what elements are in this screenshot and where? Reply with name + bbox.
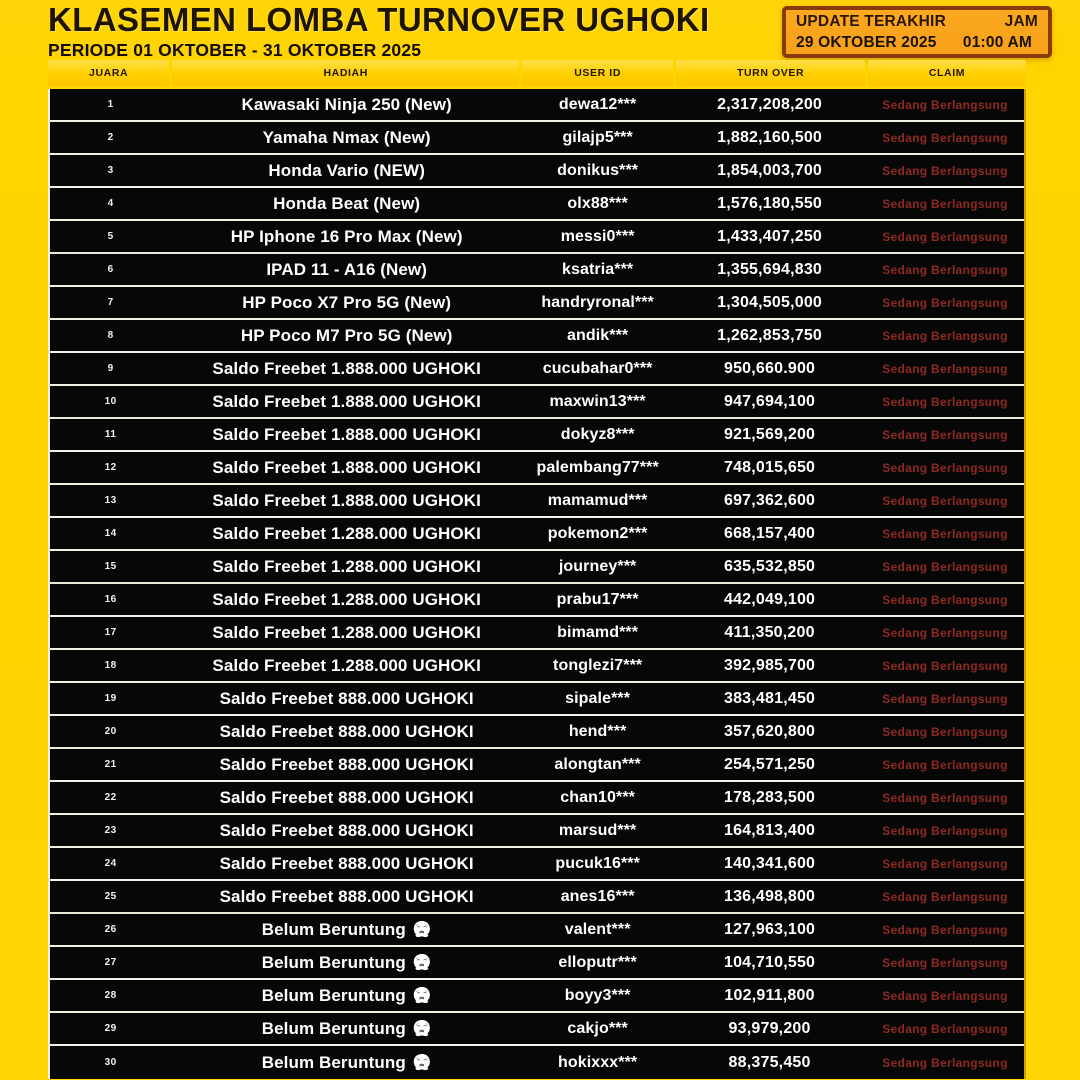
prize-label: Yamaha Nmax (New) xyxy=(262,127,431,147)
turnover-cell: 88,375,450 xyxy=(675,1046,864,1079)
user-id-cell: maxwin13*** xyxy=(522,386,673,417)
claim-status-badge: Sedang Berlangsung xyxy=(866,1046,1024,1079)
table-row xyxy=(50,551,1024,584)
prize-cell xyxy=(173,617,520,648)
table-row xyxy=(50,287,1024,320)
user-id-cell: alongtan*** xyxy=(522,749,673,780)
page-title: KLASEMEN LOMBA TURNOVER UGHOKI xyxy=(48,1,710,38)
badge-bottom-row xyxy=(796,32,1038,53)
rank-cell: 29 xyxy=(50,1013,171,1044)
prize-cell xyxy=(173,155,520,186)
turnover-cell: 392,985,700 xyxy=(675,650,864,681)
prize-label: Saldo Freebet 1.288.000 UGHOKI xyxy=(212,622,481,642)
turnover-cell: 1,304,505,000 xyxy=(675,287,864,318)
table-row xyxy=(50,89,1024,122)
user-id-cell: boyy3*** xyxy=(522,980,673,1011)
rank-cell: 20 xyxy=(50,716,171,747)
turnover-cell: 104,710,550 xyxy=(675,947,864,978)
prize-label: Saldo Freebet 1.888.000 UGHOKI xyxy=(212,358,481,378)
table-row xyxy=(50,914,1024,947)
turnover-cell: 1,854,003,700 xyxy=(675,155,864,186)
prize-label: Saldo Freebet 888.000 UGHOKI xyxy=(219,820,474,840)
prize-cell xyxy=(173,683,520,714)
turnover-cell: 357,620,800 xyxy=(675,716,864,747)
prize-label: Saldo Freebet 1.888.000 UGHOKI xyxy=(212,424,481,444)
user-id-cell: tonglezi7*** xyxy=(522,650,673,681)
title-block xyxy=(48,2,710,61)
claim-status-badge: Sedang Berlangsung xyxy=(866,287,1024,318)
crying-face-icon: 😭 xyxy=(412,921,432,938)
turnover-cell: 254,571,250 xyxy=(675,749,864,780)
claim-status-badge: Sedang Berlangsung xyxy=(866,584,1024,615)
table-row xyxy=(50,848,1024,881)
rank-cell: 19 xyxy=(50,683,171,714)
prize-label: Saldo Freebet 1.888.000 UGHOKI xyxy=(212,457,481,477)
rank-cell: 26 xyxy=(50,914,171,945)
prize-cell xyxy=(173,650,520,681)
claim-status-badge: Sedang Berlangsung xyxy=(866,221,1024,252)
user-id-cell: palembang77*** xyxy=(522,452,673,483)
table-row xyxy=(50,221,1024,254)
user-id-cell: cucubahar0*** xyxy=(522,353,673,384)
user-id-cell: elloputr*** xyxy=(522,947,673,978)
claim-status-badge: Sedang Berlangsung xyxy=(866,749,1024,780)
user-id-cell: sipale*** xyxy=(522,683,673,714)
prize-label: Belum Beruntung xyxy=(261,1018,406,1038)
column-header-prize: HADIAH xyxy=(172,60,519,86)
prize-cell xyxy=(173,914,520,945)
update-date-value: 29 OKTOBER 2025 xyxy=(796,34,937,51)
claim-status-badge: Sedang Berlangsung xyxy=(866,881,1024,912)
claim-status-badge: Sedang Berlangsung xyxy=(866,353,1024,384)
claim-status-badge: Sedang Berlangsung xyxy=(866,155,1024,186)
turnover-cell: 697,362,600 xyxy=(675,485,864,516)
prize-label: Saldo Freebet 888.000 UGHOKI xyxy=(219,688,474,708)
rank-cell: 5 xyxy=(50,221,171,252)
table-row xyxy=(50,683,1024,716)
user-id-cell: dewa12*** xyxy=(522,89,673,120)
prize-cell xyxy=(173,122,520,153)
table-row xyxy=(50,122,1024,155)
table-row xyxy=(50,419,1024,452)
turnover-cell: 102,911,800 xyxy=(675,980,864,1011)
prize-label: Saldo Freebet 888.000 UGHOKI xyxy=(219,754,474,774)
turnover-cell: 1,355,694,830 xyxy=(675,254,864,285)
table-row xyxy=(50,584,1024,617)
rank-cell: 27 xyxy=(50,947,171,978)
rank-cell: 1 xyxy=(50,89,171,120)
rank-cell: 2 xyxy=(50,122,171,153)
rank-cell: 28 xyxy=(50,980,171,1011)
claim-status-badge: Sedang Berlangsung xyxy=(866,1013,1024,1044)
table-row xyxy=(50,815,1024,848)
prize-cell xyxy=(173,1046,520,1079)
rank-cell: 3 xyxy=(50,155,171,186)
prize-cell xyxy=(173,1013,520,1044)
claim-status-badge: Sedang Berlangsung xyxy=(866,485,1024,516)
table-row xyxy=(50,353,1024,386)
rank-cell: 11 xyxy=(50,419,171,450)
claim-status-badge: Sedang Berlangsung xyxy=(866,848,1024,879)
rank-cell: 7 xyxy=(50,287,171,318)
user-id-cell: bimamd*** xyxy=(522,617,673,648)
claim-status-badge: Sedang Berlangsung xyxy=(866,815,1024,846)
claim-status-badge: Sedang Berlangsung xyxy=(866,188,1024,219)
turnover-cell: 442,049,100 xyxy=(675,584,864,615)
user-id-cell: prabu17*** xyxy=(522,584,673,615)
prize-label: Saldo Freebet 1.288.000 UGHOKI xyxy=(212,589,481,609)
badge-top-row xyxy=(796,11,1038,32)
user-id-cell: dokyz8*** xyxy=(522,419,673,450)
turnover-cell: 950,660.900 xyxy=(675,353,864,384)
crying-face-icon: 😭 xyxy=(412,1020,432,1037)
table-row xyxy=(50,749,1024,782)
user-id-cell: olx88*** xyxy=(522,188,673,219)
prize-cell xyxy=(173,848,520,879)
table-row xyxy=(50,980,1024,1013)
turnover-cell: 383,481,450 xyxy=(675,683,864,714)
prize-cell xyxy=(173,716,520,747)
rank-cell: 25 xyxy=(50,881,171,912)
rank-cell: 16 xyxy=(50,584,171,615)
prize-label: Honda Beat (New) xyxy=(273,193,421,213)
column-header-rank: JUARA xyxy=(48,60,169,86)
prize-cell xyxy=(173,980,520,1011)
crying-face-icon: 😭 xyxy=(412,954,432,971)
claim-status-badge: Sedang Berlangsung xyxy=(866,320,1024,351)
claim-status-badge: Sedang Berlangsung xyxy=(866,419,1024,450)
claim-status-badge: Sedang Berlangsung xyxy=(866,254,1024,285)
claim-status-badge: Sedang Berlangsung xyxy=(866,716,1024,747)
turnover-cell: 2,317,208,200 xyxy=(675,89,864,120)
prize-cell xyxy=(173,386,520,417)
claim-status-badge: Sedang Berlangsung xyxy=(866,386,1024,417)
table-row xyxy=(50,1013,1024,1046)
user-id-cell: pokemon2*** xyxy=(522,518,673,549)
table-row xyxy=(50,386,1024,419)
turnover-cell: 1,882,160,500 xyxy=(675,122,864,153)
rank-cell: 21 xyxy=(50,749,171,780)
user-id-cell: chan10*** xyxy=(522,782,673,813)
turnover-cell: 1,576,180,550 xyxy=(675,188,864,219)
claim-status-badge: Sedang Berlangsung xyxy=(866,89,1024,120)
column-header-claim: CLAIM xyxy=(868,60,1026,86)
prize-label: Honda Vario (NEW) xyxy=(268,160,425,180)
prize-label: Kawasaki Ninja 250 (New) xyxy=(241,94,452,114)
prize-label: IPAD 11 - A16 (New) xyxy=(266,259,427,279)
rank-cell: 9 xyxy=(50,353,171,384)
prize-label: Belum Beruntung xyxy=(261,985,406,1005)
claim-status-badge: Sedang Berlangsung xyxy=(866,551,1024,582)
prize-label: HP Poco M7 Pro 5G (New) xyxy=(240,325,453,345)
rank-cell: 18 xyxy=(50,650,171,681)
turnover-cell: 411,350,200 xyxy=(675,617,864,648)
rank-cell: 4 xyxy=(50,188,171,219)
user-id-cell: cakjo*** xyxy=(522,1013,673,1044)
claim-status-badge: Sedang Berlangsung xyxy=(866,650,1024,681)
prize-cell xyxy=(173,584,520,615)
claim-status-badge: Sedang Berlangsung xyxy=(866,617,1024,648)
table-row xyxy=(50,155,1024,188)
prize-cell xyxy=(173,254,520,285)
rank-cell: 15 xyxy=(50,551,171,582)
prize-cell xyxy=(173,320,520,351)
update-label: UPDATE TERAKHIR xyxy=(796,13,946,30)
prize-cell xyxy=(173,881,520,912)
prize-cell xyxy=(173,89,520,120)
crying-face-icon: 😭 xyxy=(412,1054,432,1071)
turnover-cell: 1,433,407,250 xyxy=(675,221,864,252)
user-id-cell: anes16*** xyxy=(522,881,673,912)
column-header-user: USER ID xyxy=(522,60,673,86)
prize-cell xyxy=(173,947,520,978)
user-id-cell: messi0*** xyxy=(522,221,673,252)
user-id-cell: mamamud*** xyxy=(522,485,673,516)
rank-cell: 17 xyxy=(50,617,171,648)
claim-status-badge: Sedang Berlangsung xyxy=(866,782,1024,813)
prize-label: HP Poco X7 Pro 5G (New) xyxy=(242,292,452,312)
turnover-cell: 178,283,500 xyxy=(675,782,864,813)
rank-cell: 14 xyxy=(50,518,171,549)
prize-label: Belum Beruntung xyxy=(261,1052,406,1072)
turnover-cell: 93,979,200 xyxy=(675,1013,864,1044)
page-header xyxy=(0,0,1080,60)
rank-cell: 13 xyxy=(50,485,171,516)
prize-label: Saldo Freebet 888.000 UGHOKI xyxy=(219,721,474,741)
claim-status-badge: Sedang Berlangsung xyxy=(866,518,1024,549)
prize-label: Saldo Freebet 888.000 UGHOKI xyxy=(219,886,474,906)
claim-status-badge: Sedang Berlangsung xyxy=(866,683,1024,714)
claim-status-badge: Sedang Berlangsung xyxy=(866,914,1024,945)
user-id-cell: journey*** xyxy=(522,551,673,582)
claim-status-badge: Sedang Berlangsung xyxy=(866,452,1024,483)
turnover-cell: 947,694,100 xyxy=(675,386,864,417)
turnover-cell: 140,341,600 xyxy=(675,848,864,879)
turnover-cell: 164,813,400 xyxy=(675,815,864,846)
table-row xyxy=(50,650,1024,683)
turnover-cell: 668,157,400 xyxy=(675,518,864,549)
column-header-turn: TURN OVER xyxy=(676,60,865,86)
prize-label: Saldo Freebet 1.288.000 UGHOKI xyxy=(212,523,481,543)
prize-label: Saldo Freebet 1.288.000 UGHOKI xyxy=(212,556,481,576)
user-id-cell: valent*** xyxy=(522,914,673,945)
prize-label: Saldo Freebet 1.888.000 UGHOKI xyxy=(212,391,481,411)
prize-label: Saldo Freebet 1.888.000 UGHOKI xyxy=(212,490,481,510)
turnover-cell: 127,963,100 xyxy=(675,914,864,945)
table-row xyxy=(50,716,1024,749)
turnover-cell: 1,262,853,750 xyxy=(675,320,864,351)
claim-status-badge: Sedang Berlangsung xyxy=(866,980,1024,1011)
prize-cell xyxy=(173,815,520,846)
leaderboard-table xyxy=(48,60,1026,1079)
table-row xyxy=(50,452,1024,485)
turnover-cell: 921,569,200 xyxy=(675,419,864,450)
table-row xyxy=(50,485,1024,518)
user-id-cell: gilajp5*** xyxy=(522,122,673,153)
prize-cell xyxy=(173,749,520,780)
claim-status-badge: Sedang Berlangsung xyxy=(866,947,1024,978)
rank-cell: 10 xyxy=(50,386,171,417)
prize-cell xyxy=(173,221,520,252)
user-id-cell: hend*** xyxy=(522,716,673,747)
rank-cell: 6 xyxy=(50,254,171,285)
crying-face-icon: 😭 xyxy=(412,987,432,1004)
rank-cell: 24 xyxy=(50,848,171,879)
time-label: JAM xyxy=(1004,13,1038,30)
table-header-row xyxy=(48,60,1026,86)
rank-cell: 8 xyxy=(50,320,171,351)
prize-cell xyxy=(173,188,520,219)
user-id-cell: handryronal*** xyxy=(522,287,673,318)
rank-cell: 23 xyxy=(50,815,171,846)
table-row xyxy=(50,320,1024,353)
claim-status-badge: Sedang Berlangsung xyxy=(866,122,1024,153)
table-row xyxy=(50,617,1024,650)
turnover-cell: 136,498,800 xyxy=(675,881,864,912)
prize-cell xyxy=(173,353,520,384)
prize-label: Saldo Freebet 888.000 UGHOKI xyxy=(219,787,474,807)
table-row xyxy=(50,881,1024,914)
table-row xyxy=(50,1046,1024,1079)
prize-label: Saldo Freebet 888.000 UGHOKI xyxy=(219,853,474,873)
prize-label: Saldo Freebet 1.288.000 UGHOKI xyxy=(212,655,481,675)
table-row xyxy=(50,254,1024,287)
user-id-cell: pucuk16*** xyxy=(522,848,673,879)
user-id-cell: andik*** xyxy=(522,320,673,351)
prize-cell xyxy=(173,419,520,450)
user-id-cell: donikus*** xyxy=(522,155,673,186)
turnover-cell: 635,532,850 xyxy=(675,551,864,582)
prize-cell xyxy=(173,485,520,516)
rank-cell: 30 xyxy=(50,1046,171,1079)
update-time-value: 01:00 AM xyxy=(962,34,1032,51)
prize-label: Belum Beruntung xyxy=(261,952,406,972)
prize-cell xyxy=(173,287,520,318)
table-row xyxy=(50,947,1024,980)
prize-cell xyxy=(173,452,520,483)
table-body xyxy=(48,89,1026,1079)
rank-cell: 12 xyxy=(50,452,171,483)
turnover-cell: 748,015,650 xyxy=(675,452,864,483)
page-subtitle: PERIODE 01 OKTOBER - 31 OKTOBER 2025 xyxy=(48,40,422,60)
table-row xyxy=(50,782,1024,815)
prize-label: Belum Beruntung xyxy=(261,919,406,939)
table-row xyxy=(50,188,1024,221)
prize-cell xyxy=(173,551,520,582)
user-id-cell: ksatria*** xyxy=(522,254,673,285)
user-id-cell: marsud*** xyxy=(522,815,673,846)
last-update-badge xyxy=(782,6,1052,58)
user-id-cell: hokixxx*** xyxy=(522,1046,673,1079)
prize-cell xyxy=(173,518,520,549)
prize-cell xyxy=(173,782,520,813)
rank-cell: 22 xyxy=(50,782,171,813)
prize-label: HP Iphone 16 Pro Max (New) xyxy=(230,226,463,246)
table-row xyxy=(50,518,1024,551)
